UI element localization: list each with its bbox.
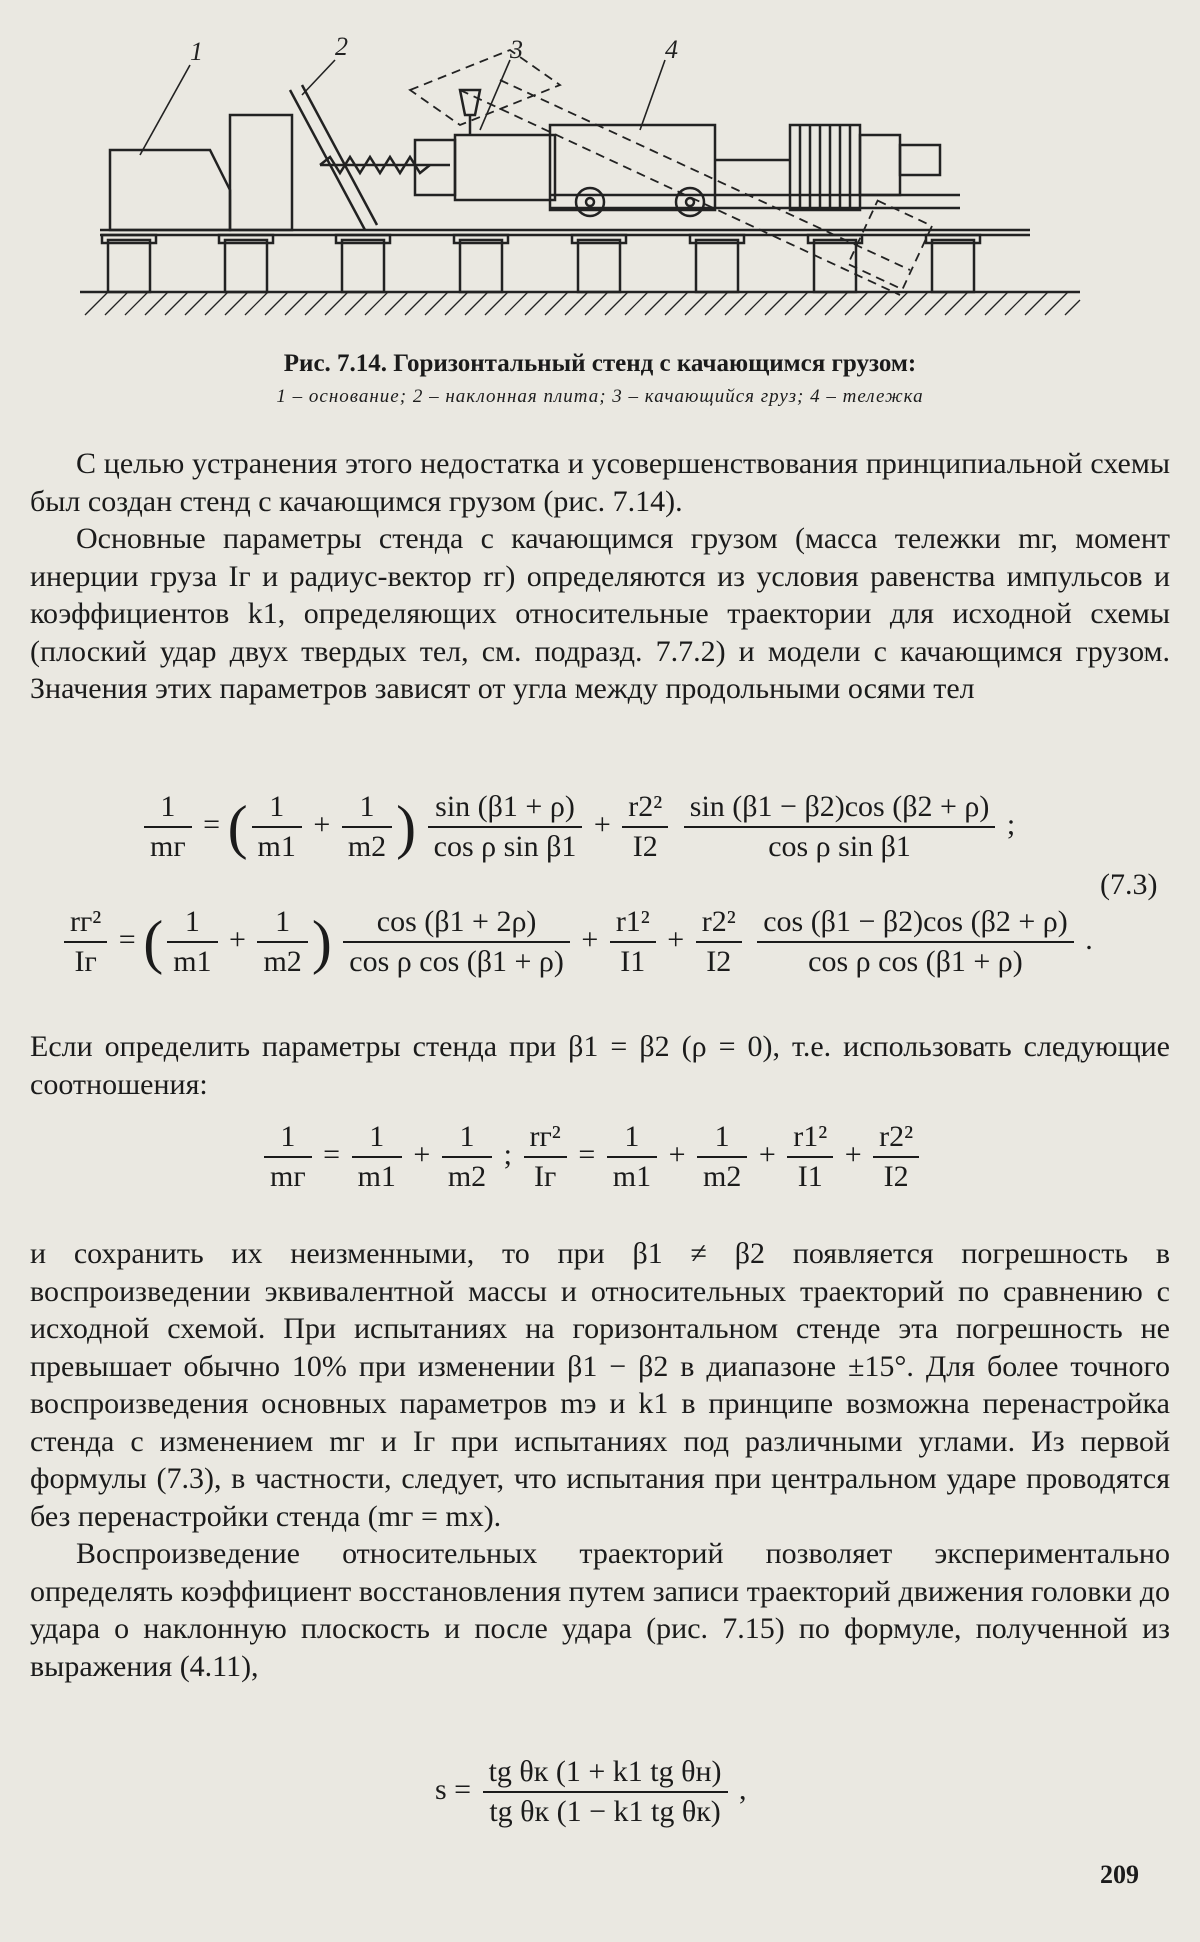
text-block-top — [30, 445, 1170, 708]
head-funnel — [460, 90, 480, 115]
leader-lines — [140, 60, 665, 155]
figure-caption-legend: 1 – основание; 2 – наклонная плита; 3 – качающийся груз; 4 – тележка — [276, 386, 924, 407]
weight-plates — [790, 125, 860, 210]
equation-simplified: $\frac{1}{mг}$ = $\frac{1}{m1}$ + $\frac{1}{m2}$ ; $\frac{\text{rг²}}{Iг}$ = $\frac{1}{m1}$ + $\frac{1}{m2}$ + $\frac{\text{r1²}}{I1}$ + $\frac{\text{r2²}}{I2}$ — [260, 1120, 923, 1194]
figure-labels — [190, 32, 678, 66]
paragraph-3: Если определить параметры стенда при β1 = β2 (ρ = 0), т.е. использовать следующие соотношения: — [30, 1030, 1170, 1101]
text-block-middle — [30, 1028, 1170, 1103]
swinging-load-path — [410, 50, 932, 295]
text-block-bottom — [30, 1235, 1170, 1685]
figure-caption-title: Рис. 7.14. Горизонтальный стенд с качающимся грузом: — [283, 350, 917, 377]
page-number: 209 — [1100, 1860, 1139, 1889]
figure-label-3: 3 — [510, 35, 523, 64]
figure-label-2: 2 — [335, 32, 348, 61]
support-posts — [102, 235, 980, 292]
paragraph-5: Воспроизведение относительных траекторий позволяет экспериментально определять коэффициент восстановления путем записи траекторий движения головки до удара о наклонную плоскость и после удара (рис. 7.15) по формуле, полученной из выражения (4.11), — [30, 1537, 1170, 1683]
base-block — [110, 150, 230, 230]
equation-7-3-line-2: $\frac{\text{rг²}}{Iг}$ = ( $\frac{1}{m1}$ + $\frac{1}{m2}$ ) $\frac{\cos (\beta 1 + 2\rho)}{\text{cos ρ cos (β1 + ρ)}}$ + $\frac{\text{r1²}}{I1}$ + $\frac{\text{r2²}}{I2}$ $\frac{\cos (\beta 1 - \beta 2)\cos (\beta 2 + \rho)}{\text{cos ρ cos (β1 + ρ)}}$ . — [60, 905, 1093, 979]
equation-7-3-line-1: $\frac{1}{mг}$ = ( $\frac{1}{m1}$ + $\frac{1}{m2}$ ) $\frac{\sin (\beta 1 + \rho)}{\text{cos ρ sin β1}}$ + $\frac{\text{r2²}}{I2}$ $\frac{\sin (\beta 1 - \beta 2)\cos (\beta 2 + \rho)}{\text{cos ρ sin β1}}$ ; — [140, 790, 1015, 864]
cart-wheel — [676, 188, 704, 216]
inclined-plate — [290, 85, 377, 230]
equation-restitution: s = $\frac{\text{tg θк (1 + k1 tg θн)}}{\text{tg θк (1 − k1 tg θк)}}$ , — [435, 1755, 747, 1828]
cart-wheel — [576, 188, 604, 216]
equation-number: (7.3) — [1100, 868, 1158, 901]
stand-figure — [80, 30, 1100, 330]
paragraph-4: и сохранить их неизменными, то при β1 ≠ β2 появляется погрешность в воспроизведении эквивалентной массы и относительных траекторий по сравнению с исходной схемой. При испытаниях на горизонтальном стенде эта погрешность не превышает обычно 10% при изменении β1 − β2 в диапазоне ±15°. Для более точного воспроизведения основных параметров mэ и k1 в принципе возможна перенастройка стенда с изменением mг и Iг при испытаниях под различными углами. Из первой формулы (7.3), в частности, следует, что испытания при центральном ударе проводятся без перенастройки стенда (mг = mх). — [30, 1237, 1170, 1533]
paragraph-1: С целью устранения этого недостатка и усовершенствования принципиальной схемы был создан стенд с качающимся грузом (рис. 7.14). — [30, 447, 1170, 518]
spring — [320, 157, 450, 173]
figure-label-4: 4 — [665, 35, 678, 64]
paragraph-2: Основные параметры стенда с качающимся грузом (масса тележки mг, момент инерции груза Iг и радиус-вектор rг) определяются из условия равенства импульсов и коэффициентов k1, определяющих относительные траектории для исходной схемы (плоский удар двух твердых тел, см. подразд. 7.7.2) и модели с качающимся грузом. Значения этих параметров зависят от угла между продольными осями тел — [30, 522, 1170, 705]
head-holder — [415, 140, 455, 195]
figure-label-1: 1 — [190, 37, 203, 66]
ground-hatching — [85, 292, 1080, 315]
